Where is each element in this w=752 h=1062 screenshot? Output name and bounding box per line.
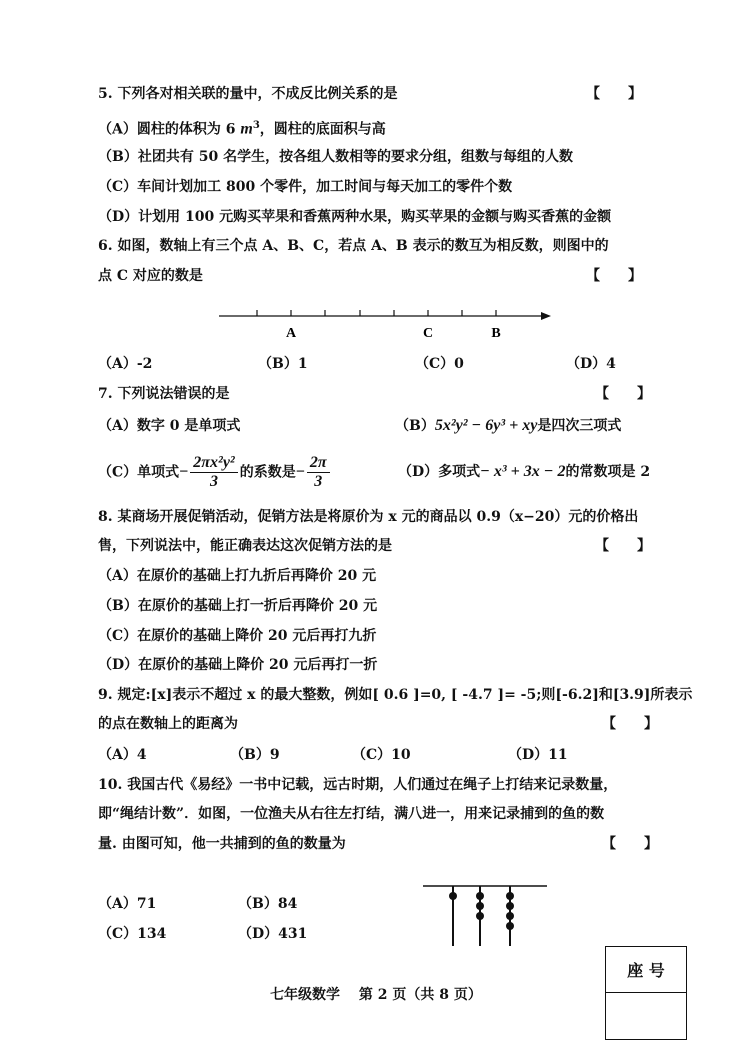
- q8-stem-1: 8. 某商场开展促销活动，促销方法是将原价为 x 元的商品以 0.9（x−20）元的价格出: [98, 509, 639, 525]
- q5-option-d: （D）计划用 100 元购买苹果和香蕉两种水果，购买苹果的金额与购买香蕉的金额: [98, 209, 612, 225]
- q8-answer-bracket[interactable]: 【 】: [595, 538, 651, 554]
- q9-option-b[interactable]: （B）9: [230, 747, 280, 763]
- q10-option-b[interactable]: （B）84: [238, 896, 298, 912]
- seat-number-label: 座 号: [606, 947, 686, 993]
- knot: [449, 892, 457, 900]
- knot: [506, 912, 514, 920]
- seat-number-box[interactable]: [605, 946, 687, 1040]
- q6-option-d[interactable]: （D）4: [566, 356, 616, 372]
- q9-stem-2: 的点在数轴上的距离为: [98, 716, 238, 732]
- q9-option-a[interactable]: （A）4: [98, 747, 147, 763]
- q6-stem-1: 6. 如图，数轴上有三个点 A、B、C，若点 A、B 表示的数互为相反数，则图中的: [98, 238, 609, 254]
- point-b-label: B: [491, 326, 501, 341]
- knot: [506, 922, 514, 930]
- knot: [506, 892, 514, 900]
- q10-stem-2: 即“绳结计数”．如图，一位渔夫从右往左打结，满八进一，用来记录捕到的鱼的数: [98, 806, 605, 822]
- q5-option-a: （A）圆柱的体积为 6 $m^3$，圆柱的底面积与高: [98, 120, 386, 138]
- q5-answer-bracket[interactable]: 【 】: [586, 86, 642, 102]
- seat-number-field[interactable]: [606, 993, 686, 1038]
- q7-answer-bracket[interactable]: 【 】: [595, 386, 651, 402]
- knot: [476, 912, 484, 920]
- q5-stem: 5. 下列各对相关联的量中，不成反比例关系的是: [98, 86, 398, 102]
- knot: [506, 902, 514, 910]
- q7-stem: 7. 下列说法错误的是: [98, 386, 230, 402]
- q8-option-c[interactable]: （C）在原价的基础上降价 20 元后再打九折: [98, 628, 377, 644]
- q8-option-a[interactable]: （A）在原价的基础上打九折后再降价 20 元: [98, 568, 377, 584]
- q5-option-c: （C）车间计划加工 800 个零件，加工时间与每天加工的零件个数: [98, 179, 513, 195]
- q8-stem-2: 售，下列说法中，能正确表达这次促销方法的是: [98, 538, 392, 554]
- knot: [476, 892, 484, 900]
- q6-number-line: [215, 304, 555, 344]
- q10-option-c[interactable]: （C）134: [98, 926, 167, 942]
- q6-option-a[interactable]: （A）-2: [98, 356, 153, 372]
- q8-option-b[interactable]: （B）在原价的基础上打一折后再降价 20 元: [98, 598, 378, 614]
- q6-option-c[interactable]: （C）0: [415, 356, 464, 372]
- q6-option-b[interactable]: （B）1: [258, 356, 308, 372]
- knot-rope-figure: [420, 880, 550, 950]
- q9-answer-bracket[interactable]: 【 】: [602, 716, 658, 732]
- q8-option-d[interactable]: （D）在原价的基础上降价 20 元后再打一折: [98, 657, 378, 673]
- q6-answer-bracket[interactable]: 【 】: [586, 268, 642, 284]
- q10-option-d[interactable]: （D）431: [238, 926, 308, 942]
- knot: [476, 902, 484, 910]
- q6-stem-2: 点 C 对应的数是: [98, 268, 203, 284]
- page-footer: 七年级数学 第 2 页（共 8 页）: [270, 987, 482, 1003]
- q10-stem-3: 量. 由图可知，他一共捕到的鱼的数量为: [98, 836, 346, 852]
- q7-option-a[interactable]: （A）数字 0 是单项式: [98, 418, 241, 434]
- q9-option-d[interactable]: （D）11: [508, 747, 568, 763]
- q10-option-a[interactable]: （A）71: [98, 896, 157, 912]
- q9-option-c[interactable]: （C）10: [352, 747, 411, 763]
- q10-stem-1: 10. 我国古代《易经》一书中记载，远古时期，人们通过在绳子上打结来记录数量，: [98, 777, 618, 793]
- q7-option-d[interactable]: （D）多项式− x³ + 3x − 2的常数项是 2: [398, 463, 651, 480]
- q7-option-c[interactable]: （C）单项式− $\frac{\text{2πx²y²}}{3}$ 的系数是− $\frac{2\pi}{3}$: [98, 454, 332, 491]
- q5-option-b: （B）社团共有 50 名学生，按各组人数相等的要求分组，组数与每组的人数: [98, 149, 574, 165]
- point-c-label: C: [422, 326, 434, 341]
- q10-answer-bracket[interactable]: 【 】: [602, 836, 658, 852]
- q7-option-b[interactable]: （B）5x²y² − 6y³ + xy是四次三项式: [395, 417, 622, 434]
- q9-stem-1: 9. 规定:[x]表示不超过 x 的最大整数，例如[ 0.6 ]=0, [ -4.7 ]= -5;则[-6.2]和[3.9]所表示: [98, 687, 693, 703]
- number-line-ticks: [257, 310, 496, 316]
- arrow-right-icon: [541, 312, 551, 320]
- point-a-label: A: [285, 326, 297, 341]
